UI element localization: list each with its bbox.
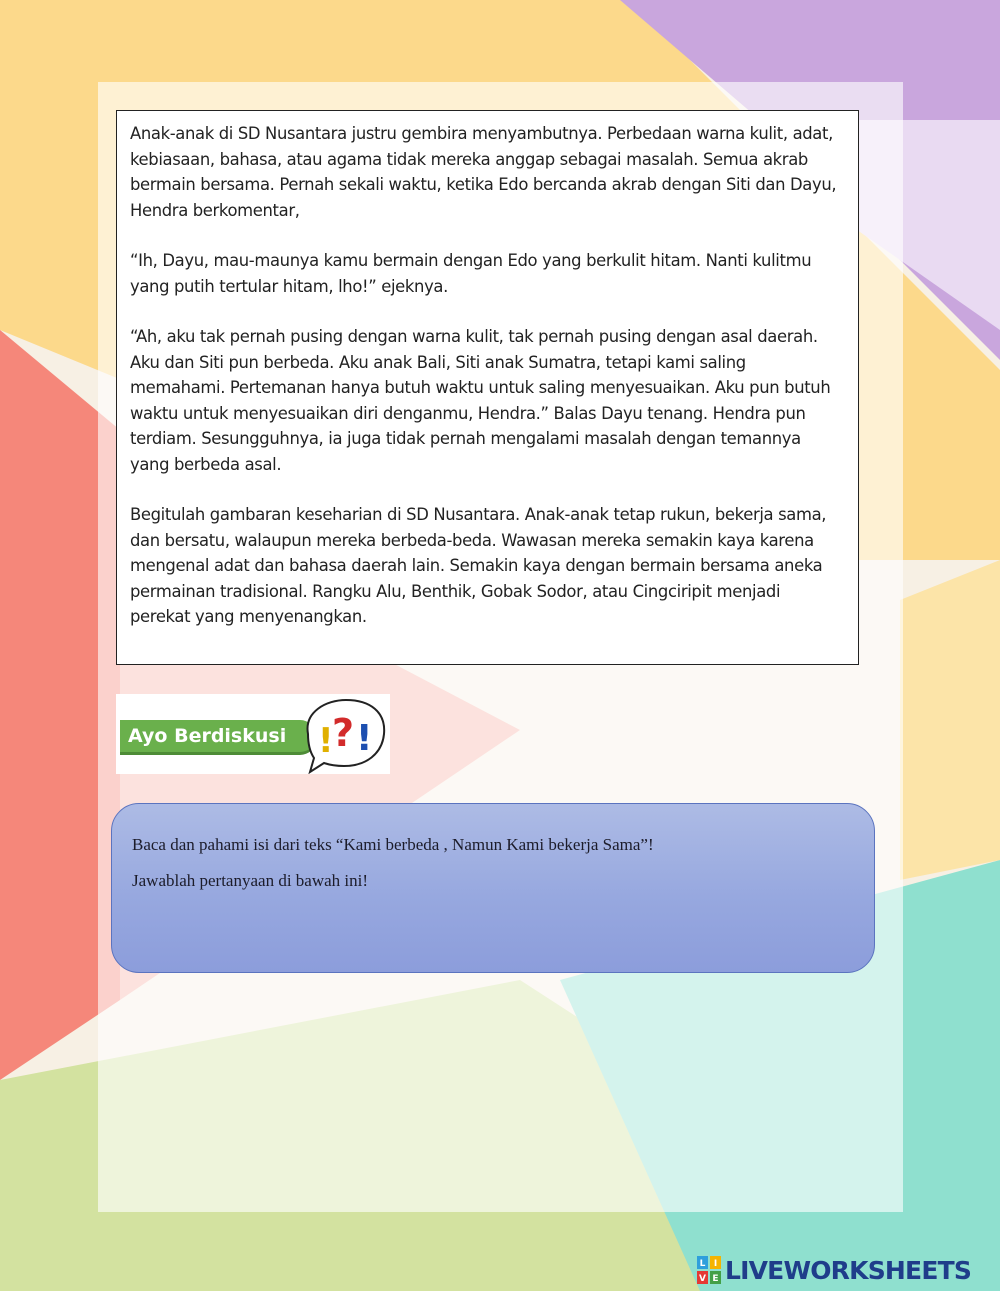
- discussion-header: [116, 694, 390, 774]
- discussion-tab: [120, 720, 316, 752]
- logo-letter: I: [713, 1259, 718, 1269]
- reading-paragraph: “Ih, Dayu, mau-maunya kamu bermain dengan Edo yang berkulit hitam. Nanti kulitmu yang putih tertular hitam, lho!” ejeknya.: [130, 251, 812, 296]
- question-glyph: ?: [332, 711, 355, 755]
- reading-paragraph: “Ah, aku tak pernah pusing dengan warna kulit, tak pernah pusing dengan asal daerah. Aku dan Siti pun berbeda. Aku anak Bali, Siti anak Sumatra, tetapi kami saling memahami. Pertemanan hanya butuh waktu untuk saling menyesuaikan. Aku pun butuh waktu untuk menyesuaikan diri denganmu, Hendra.” Balas Dayu tenang. Hendra pun terdiam. Sesungguhnya, ia juga tidak pernah mengalami masalah dengan temannya yang berbeda asal.: [130, 327, 831, 474]
- logo-letter: V: [699, 1274, 706, 1284]
- brand-name: LIVEWORKSHEETS: [725, 1255, 972, 1285]
- speech-bubble-punctuation-icon: [296, 694, 390, 774]
- instruction-box: [111, 803, 875, 973]
- exclamation-glyph: !: [318, 721, 334, 761]
- reading-paragraph: Begitulah gambaran keseharian di SD Nusantara. Anak-anak tetap rukun, bekerja sama, dan bersatu, walaupun mereka berbeda-beda. Wawasan mereka semakin kaya karena mengenal adat dan bahasa daerah lain. Semakin kaya dengan bermain bersama aneka permainan tradisional. Rangku Alu, Benthik, Gobak Sodor, atau Cingciripit menjadi perekat yang menyenangkan.: [130, 505, 827, 626]
- logo-letter: L: [699, 1259, 706, 1269]
- instruction-line: Jawablah pertanyaan di bawah ini!: [132, 871, 369, 890]
- exclamation-glyph: !: [356, 718, 373, 759]
- liveworksheets-brand: [697, 1254, 971, 1286]
- logo-letter: E: [712, 1274, 719, 1284]
- instruction-line: Baca dan pahami isi dari teks “Kami berbeda , Namun Kami bekerja Sama”!: [132, 835, 654, 854]
- reading-text-box: [116, 110, 859, 665]
- reading-paragraph: Anak-anak di SD Nusantara justru gembira menyambutnya. Perbedaan warna kulit, adat, kebiasaan, bahasa, atau agama tidak mereka anggap sebagai masalah. Semua akrab bermain bersama. Pernah sekali waktu, ketika Edo bercanda akrab dengan Siti dan Dayu, Hendra berkomentar,: [130, 124, 837, 220]
- liveworksheets-logo-icon: [697, 1256, 721, 1284]
- discussion-label: Ayo Berdiskusi: [128, 725, 287, 747]
